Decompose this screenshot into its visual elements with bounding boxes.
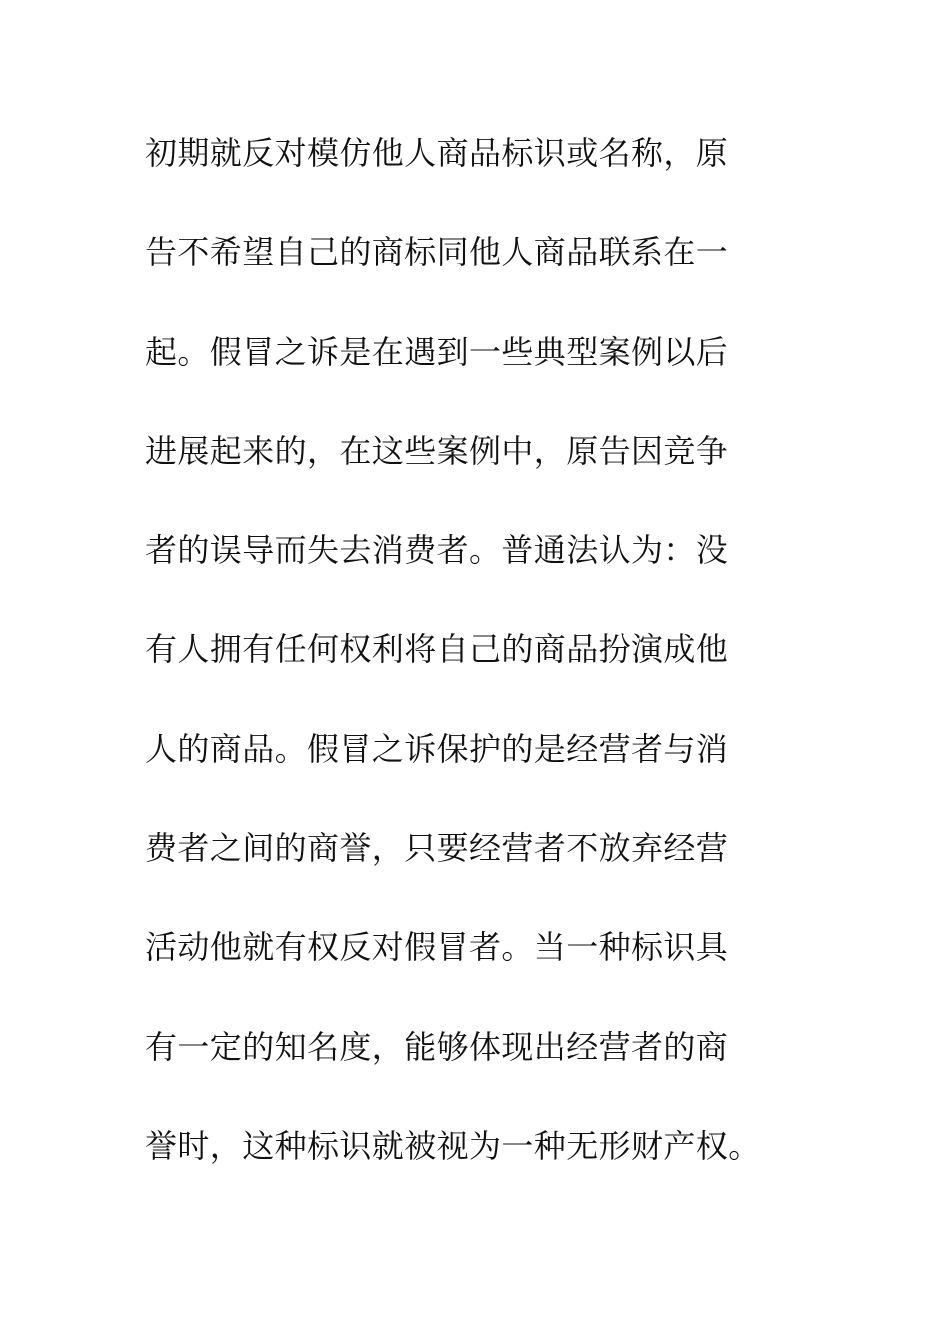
text-line-8: 费者之间的商誉，只要经营者不放弃经营 — [145, 829, 729, 868]
text-line-5: 者的误导而失去消费者。普通法认为：没 — [145, 531, 729, 570]
text-line-2: 告不希望自己的商标同他人商品联系在一 — [145, 233, 729, 272]
body-text — [145, 128, 845, 1220]
text-line-6: 有人拥有任何权利将自己的商品扮演成他 — [145, 630, 729, 669]
text-line-1: 初期就反对模仿他人商品标识或名称，原 — [145, 134, 729, 172]
text-line-4: 进展起来的，在这些案例中，原告因竞争 — [145, 431, 729, 470]
text-line-3: 起。假冒之诉是在遇到一些典型案例以后 — [145, 332, 729, 371]
text-line-11: 誉时，这种标识就被视为一种无形财产权。 — [145, 1126, 761, 1165]
text-line-9: 活动他就有权反对假冒者。当一种标识具 — [145, 928, 729, 967]
text-line-10: 有一定的知名度，能够体现出经营者的商 — [145, 1027, 729, 1066]
text-line-7: 人的商品。假冒之诉保护的是经营者与消 — [145, 729, 729, 768]
